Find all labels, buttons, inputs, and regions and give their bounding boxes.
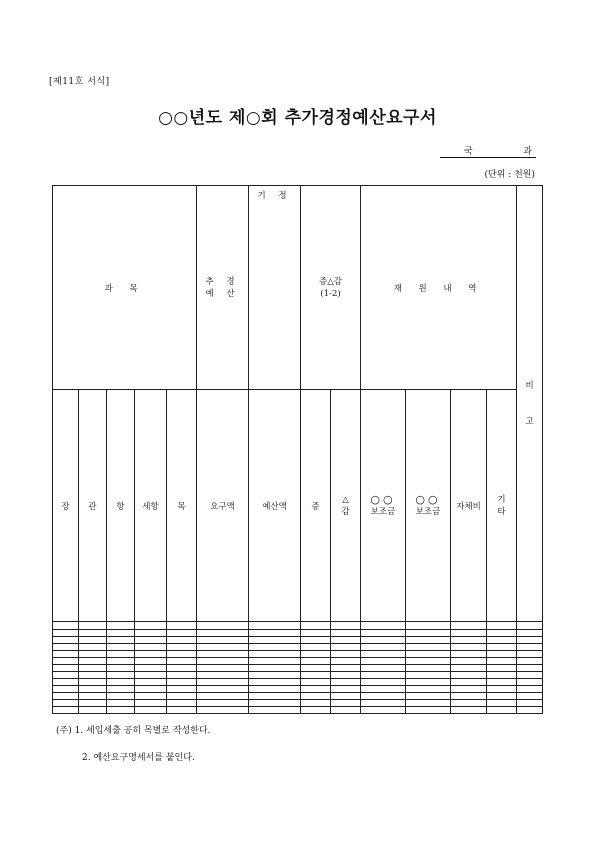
table-cell[interactable] [197, 622, 249, 629]
table-cell[interactable] [517, 699, 543, 706]
table-cell[interactable] [517, 622, 543, 629]
table-cell[interactable] [135, 685, 167, 692]
header-chugyeong: 추 경 예 산 [197, 186, 249, 390]
table-cell[interactable] [249, 692, 301, 699]
table-cell[interactable] [517, 650, 543, 657]
table-cell[interactable] [249, 643, 301, 650]
header-bojogeum-1: ○○ 보조금 [361, 390, 406, 622]
table-cell[interactable] [487, 643, 517, 650]
table-cell[interactable] [517, 664, 543, 671]
table-cell[interactable] [331, 685, 361, 692]
table-cell[interactable] [197, 685, 249, 692]
table-cell[interactable] [331, 664, 361, 671]
table-cell[interactable] [197, 643, 249, 650]
table-cell[interactable] [451, 692, 487, 699]
table-cell[interactable] [167, 650, 197, 657]
table-cell[interactable] [487, 636, 517, 643]
table-cell[interactable] [135, 664, 167, 671]
table-cell[interactable] [197, 678, 249, 685]
table-cell[interactable] [107, 678, 135, 685]
table-cell[interactable] [517, 671, 543, 678]
table-cell[interactable] [301, 622, 331, 629]
table-cell[interactable] [197, 636, 249, 643]
table-cell[interactable] [107, 664, 135, 671]
table-row [53, 706, 543, 713]
table-cell[interactable] [406, 671, 451, 678]
table-cell[interactable] [331, 706, 361, 713]
header-kwamok: 과 목 [53, 186, 197, 390]
budget-request-table [52, 185, 543, 714]
table-row [53, 692, 543, 699]
table-cell[interactable] [517, 706, 543, 713]
table-cell[interactable] [361, 643, 406, 650]
table-cell[interactable] [301, 657, 331, 664]
table-cell[interactable] [197, 706, 249, 713]
header-jeung: 증 [301, 390, 331, 622]
table-cell[interactable] [331, 650, 361, 657]
table-cell[interactable] [167, 643, 197, 650]
table-cell[interactable] [135, 706, 167, 713]
header-yesanaek: 예산액 [249, 390, 301, 622]
table-cell[interactable] [249, 636, 301, 643]
header-jeunggam: 증△감 (1-2) [301, 186, 361, 390]
table-cell[interactable] [301, 636, 331, 643]
table-cell[interactable] [451, 636, 487, 643]
table-cell[interactable] [361, 671, 406, 678]
header-gam: △ 감 [331, 390, 361, 622]
table-cell[interactable] [79, 657, 107, 664]
table-cell[interactable] [197, 664, 249, 671]
form-number: [제11호 서식] [49, 77, 110, 87]
table-cell[interactable] [53, 699, 79, 706]
note-1: (주) 1. 세입세출 공히 목별로 작성한다. [56, 726, 211, 736]
table-cell[interactable] [301, 643, 331, 650]
table-row [53, 629, 543, 636]
table-row [53, 622, 543, 629]
table-cell[interactable] [197, 671, 249, 678]
header-row-1 [53, 186, 543, 390]
table-cell[interactable] [135, 692, 167, 699]
table-cell[interactable] [331, 671, 361, 678]
table-cell[interactable] [487, 622, 517, 629]
table-cell[interactable] [301, 671, 331, 678]
table-cell[interactable] [79, 671, 107, 678]
table-cell[interactable] [107, 699, 135, 706]
table-cell[interactable] [301, 699, 331, 706]
table-cell[interactable] [107, 671, 135, 678]
table-cell[interactable] [301, 650, 331, 657]
table-cell[interactable] [79, 622, 107, 629]
table-cell[interactable] [517, 629, 543, 636]
table-cell[interactable] [361, 657, 406, 664]
table-cell[interactable] [517, 643, 543, 650]
header-hang: 항 [107, 390, 135, 622]
table-cell[interactable] [331, 636, 361, 643]
table-cell[interactable] [451, 685, 487, 692]
table-cell[interactable] [197, 629, 249, 636]
header-gita: 기 타 [487, 390, 517, 622]
table-cell[interactable] [451, 622, 487, 629]
table-cell[interactable] [406, 643, 451, 650]
table-cell[interactable] [406, 692, 451, 699]
table-cell[interactable] [331, 622, 361, 629]
table-cell[interactable] [53, 678, 79, 685]
table-cell[interactable] [53, 706, 79, 713]
table-cell[interactable] [451, 678, 487, 685]
table-cell[interactable] [487, 699, 517, 706]
table-cell[interactable] [361, 664, 406, 671]
table-row [53, 643, 543, 650]
table-cell[interactable] [107, 629, 135, 636]
table-cell[interactable] [331, 629, 361, 636]
table-row [53, 650, 543, 657]
header-sehang: 세항 [135, 390, 167, 622]
table-cell[interactable] [53, 636, 79, 643]
table-cell[interactable] [406, 650, 451, 657]
table-cell[interactable] [451, 629, 487, 636]
table-cell[interactable] [53, 622, 79, 629]
document-title: ○○년도 제○회 추가경정예산요구서 [158, 108, 437, 128]
table-cell[interactable] [406, 699, 451, 706]
table-cell[interactable] [167, 671, 197, 678]
table-cell[interactable] [53, 692, 79, 699]
table-cell[interactable] [301, 706, 331, 713]
department-field[interactable] [440, 144, 536, 158]
table-cell[interactable] [53, 643, 79, 650]
table-row [53, 664, 543, 671]
header-row-2 [53, 390, 543, 622]
table-cell[interactable] [167, 706, 197, 713]
table-cell[interactable] [406, 685, 451, 692]
table-cell[interactable] [451, 699, 487, 706]
table-cell[interactable] [301, 664, 331, 671]
table-cell[interactable] [301, 629, 331, 636]
table-cell[interactable] [249, 629, 301, 636]
table-cell[interactable] [361, 692, 406, 699]
table-cell[interactable] [249, 657, 301, 664]
table-cell[interactable] [249, 685, 301, 692]
table-cell[interactable] [361, 685, 406, 692]
table-cell[interactable] [361, 678, 406, 685]
table-cell[interactable] [135, 678, 167, 685]
table-cell[interactable] [135, 629, 167, 636]
table-cell[interactable] [79, 678, 107, 685]
table-cell[interactable] [79, 706, 107, 713]
table-cell[interactable] [167, 699, 197, 706]
table-cell[interactable] [79, 699, 107, 706]
table-cell[interactable] [331, 657, 361, 664]
table-cell[interactable] [406, 657, 451, 664]
table-cell[interactable] [517, 692, 543, 699]
table-cell[interactable] [406, 636, 451, 643]
header-bigo: 비 고 [517, 186, 543, 622]
table-cell[interactable] [301, 692, 331, 699]
table-cell[interactable] [517, 657, 543, 664]
table-cell[interactable] [167, 685, 197, 692]
table-cell[interactable] [53, 671, 79, 678]
header-bojogeum-2: ○○ 보조금 [406, 390, 451, 622]
header-yoguaek: 요구액 [197, 390, 249, 622]
header-jachebi: 자체비 [451, 390, 487, 622]
table-cell[interactable] [487, 664, 517, 671]
table-cell[interactable] [487, 650, 517, 657]
table-cell[interactable] [79, 650, 107, 657]
header-gwan: 관 [79, 390, 107, 622]
table-cell[interactable] [135, 699, 167, 706]
table-cell[interactable] [487, 671, 517, 678]
header-mok: 목 [167, 390, 197, 622]
table-cell[interactable] [361, 699, 406, 706]
table-cell[interactable] [107, 657, 135, 664]
table-cell[interactable] [451, 643, 487, 650]
table-cell[interactable] [517, 636, 543, 643]
table-cell[interactable] [406, 629, 451, 636]
table-cell[interactable] [249, 671, 301, 678]
table-cell[interactable] [406, 678, 451, 685]
table-cell[interactable] [301, 678, 331, 685]
table-cell[interactable] [135, 636, 167, 643]
header-gijeong: 기 정 [249, 186, 301, 390]
table-cell[interactable] [197, 699, 249, 706]
table-cell[interactable] [331, 692, 361, 699]
table-cell[interactable] [361, 706, 406, 713]
table-row [53, 685, 543, 692]
table-cell[interactable] [167, 622, 197, 629]
table-cell[interactable] [167, 636, 197, 643]
table-cell[interactable] [53, 650, 79, 657]
table-cell[interactable] [487, 706, 517, 713]
header-jaewon: 재 원 내 역 [361, 186, 517, 390]
table-cell[interactable] [53, 657, 79, 664]
table-cell[interactable] [107, 636, 135, 643]
table-cell[interactable] [406, 664, 451, 671]
table-cell[interactable] [361, 650, 406, 657]
table-cell[interactable] [487, 629, 517, 636]
table-cell[interactable] [487, 657, 517, 664]
table-cell[interactable] [107, 622, 135, 629]
table-cell[interactable] [249, 622, 301, 629]
table-cell[interactable] [107, 685, 135, 692]
table-cell[interactable] [79, 685, 107, 692]
table-cell[interactable] [361, 629, 406, 636]
table-cell[interactable] [249, 650, 301, 657]
table-cell[interactable] [249, 706, 301, 713]
table-cell[interactable] [135, 650, 167, 657]
table-cell[interactable] [167, 657, 197, 664]
table-cell[interactable] [53, 629, 79, 636]
table-cell[interactable] [517, 685, 543, 692]
table-cell[interactable] [487, 692, 517, 699]
table-cell[interactable] [361, 636, 406, 643]
table-cell[interactable] [451, 671, 487, 678]
table-row [53, 636, 543, 643]
table-cell[interactable] [487, 678, 517, 685]
table-cell[interactable] [301, 685, 331, 692]
table-cell[interactable] [451, 650, 487, 657]
department-label-gwa: 과 [523, 147, 532, 157]
table-cell[interactable] [197, 657, 249, 664]
table-cell[interactable] [53, 664, 79, 671]
table-cell[interactable] [487, 685, 517, 692]
note-2: 2. 예산요구명세서를 붙인다. [82, 753, 195, 763]
table-cell[interactable] [331, 678, 361, 685]
table-cell[interactable] [135, 671, 167, 678]
table-cell[interactable] [406, 706, 451, 713]
header-jang: 장 [53, 390, 79, 622]
table-row [53, 699, 543, 706]
table-cell[interactable] [53, 685, 79, 692]
table-cell[interactable] [107, 650, 135, 657]
table-cell[interactable] [361, 622, 406, 629]
table-cell[interactable] [249, 664, 301, 671]
table-cell[interactable] [451, 664, 487, 671]
table-cell[interactable] [517, 678, 543, 685]
table-cell[interactable] [79, 636, 107, 643]
table-cell[interactable] [451, 657, 487, 664]
table-cell[interactable] [167, 629, 197, 636]
table-row [53, 671, 543, 678]
table-cell[interactable] [197, 650, 249, 657]
table-cell[interactable] [167, 664, 197, 671]
table-cell[interactable] [107, 643, 135, 650]
table-cell[interactable] [406, 622, 451, 629]
unit-label: (단위 : 천원) [484, 170, 535, 180]
table-cell[interactable] [197, 692, 249, 699]
table-row [53, 657, 543, 664]
table-cell[interactable] [451, 706, 487, 713]
table-cell[interactable] [79, 664, 107, 671]
table-cell[interactable] [135, 643, 167, 650]
table-cell[interactable] [107, 706, 135, 713]
table-cell[interactable] [249, 699, 301, 706]
table-cell[interactable] [167, 692, 197, 699]
table-cell[interactable] [107, 692, 135, 699]
table-cell[interactable] [249, 678, 301, 685]
table-cell[interactable] [331, 643, 361, 650]
table-cell[interactable] [331, 699, 361, 706]
table-cell[interactable] [135, 657, 167, 664]
table-cell[interactable] [79, 629, 107, 636]
table-cell[interactable] [79, 643, 107, 650]
table-row [53, 678, 543, 685]
table-cell[interactable] [135, 622, 167, 629]
table-cell[interactable] [167, 678, 197, 685]
department-label-guk: 국 [464, 147, 473, 157]
table-cell[interactable] [79, 692, 107, 699]
